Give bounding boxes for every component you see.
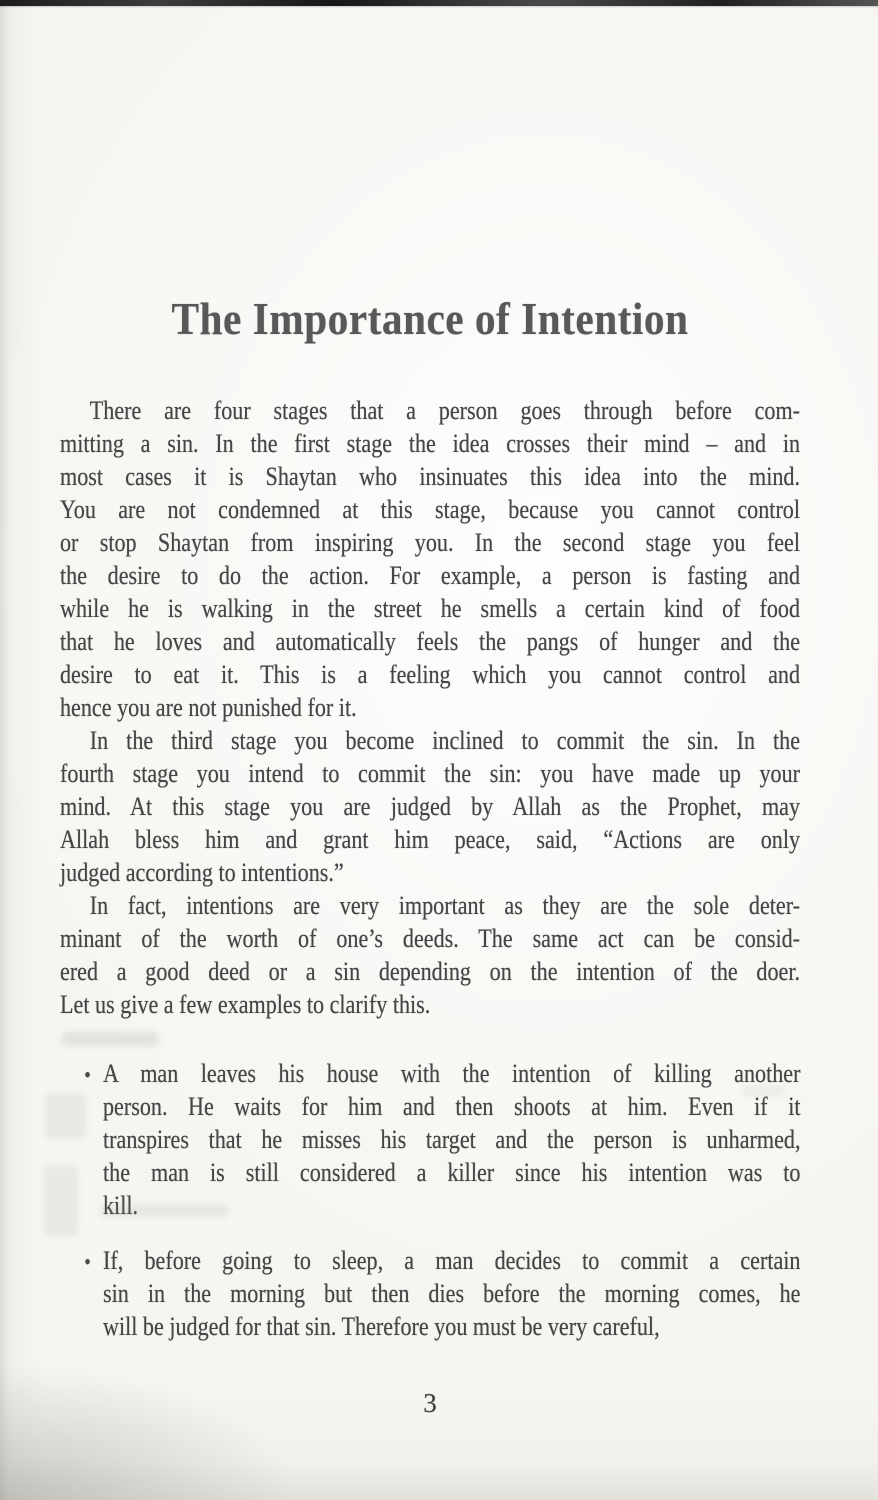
bullet-marker: • <box>84 1062 91 1087</box>
text-line: the desire to do the action. For example, a person is fasting and <box>60 561 801 590</box>
text-line: In the third stage you become inclined to commit the sin. In the <box>89 726 801 755</box>
text-line: most cases it is Shaytan who insinuates this idea into the mind. <box>60 462 801 491</box>
page-title-wrap <box>97 293 763 345</box>
text-line: mind. At this stage you are judged by Allah as the Prophet, may <box>60 792 801 821</box>
scan-artifact <box>742 1086 786 1096</box>
text-line: In fact, intentions are very important as they are the sole deter- <box>89 891 801 920</box>
scan-artifact <box>62 1032 158 1046</box>
text-line: the man is still considered a killer since his intention was to <box>103 1158 801 1187</box>
text-line: Allah bless him and grant him peace, said, “Actions are only <box>60 825 801 854</box>
text-line: desire to eat it. This is a feeling which you cannot control and <box>60 660 801 689</box>
text-line: person. He waits for him and then shoots at him. Even if it <box>103 1092 801 1121</box>
text-line: that he loves and automatically feels the pangs of hunger and the <box>60 627 801 656</box>
text-line: minant of the worth of one’s deeds. The same act can be consid- <box>60 924 801 953</box>
text-line: mitting a sin. In the first stage the idea crosses their mind – and in <box>60 429 801 458</box>
bullet-marker: • <box>84 1249 91 1274</box>
text-line: There are four stages that a person goes through before com- <box>89 396 801 425</box>
text-line: sin in the morning but then dies before the morning comes, he <box>103 1279 801 1308</box>
scan-artifact <box>100 1204 228 1217</box>
text-line: Let us give a few examples to clarify this. <box>60 990 431 1019</box>
text-line: fourth stage you intend to commit the sin: you have made up your <box>60 759 801 788</box>
text-line: hence you are not punished for it. <box>60 693 357 722</box>
text-line: judged according to intentions.” <box>60 858 344 887</box>
text-line: while he is walking in the street he smells a certain kind of food <box>60 594 801 623</box>
text-line: transpires that he misses his target and the person is unharmed, <box>103 1125 801 1154</box>
page-title: The Importance of Intention <box>171 293 689 344</box>
text-line: kill. <box>103 1191 139 1220</box>
bullet-paragraph <box>84 1057 801 1222</box>
text-line: • If, before going to sleep, a man decides to commit a certain <box>103 1244 800 1277</box>
text-block <box>60 394 800 1343</box>
text-line: will be judged for that sin. Therefore you must be very careful, <box>103 1312 660 1341</box>
page-number: 3 <box>423 1388 437 1418</box>
scan-corner-shadow <box>0 1360 300 1500</box>
scan-artifact <box>44 1166 78 1236</box>
scan-artifact <box>46 1094 86 1138</box>
text-line: You are not condemned at this stage, because you cannot control <box>60 495 801 524</box>
bullet-paragraph <box>84 1244 801 1343</box>
scan-edge-top <box>0 0 878 6</box>
text-line: ered a good deed or a sin depending on the intention of the doer. <box>60 957 801 986</box>
body-paragraph <box>60 889 800 1021</box>
body-paragraph <box>60 724 800 889</box>
body-paragraph <box>60 394 800 724</box>
text-line: • A man leaves his house with the intention of killing another <box>103 1057 800 1090</box>
text-line: or stop Shaytan from inspiring you. In the second stage you feel <box>60 528 801 557</box>
